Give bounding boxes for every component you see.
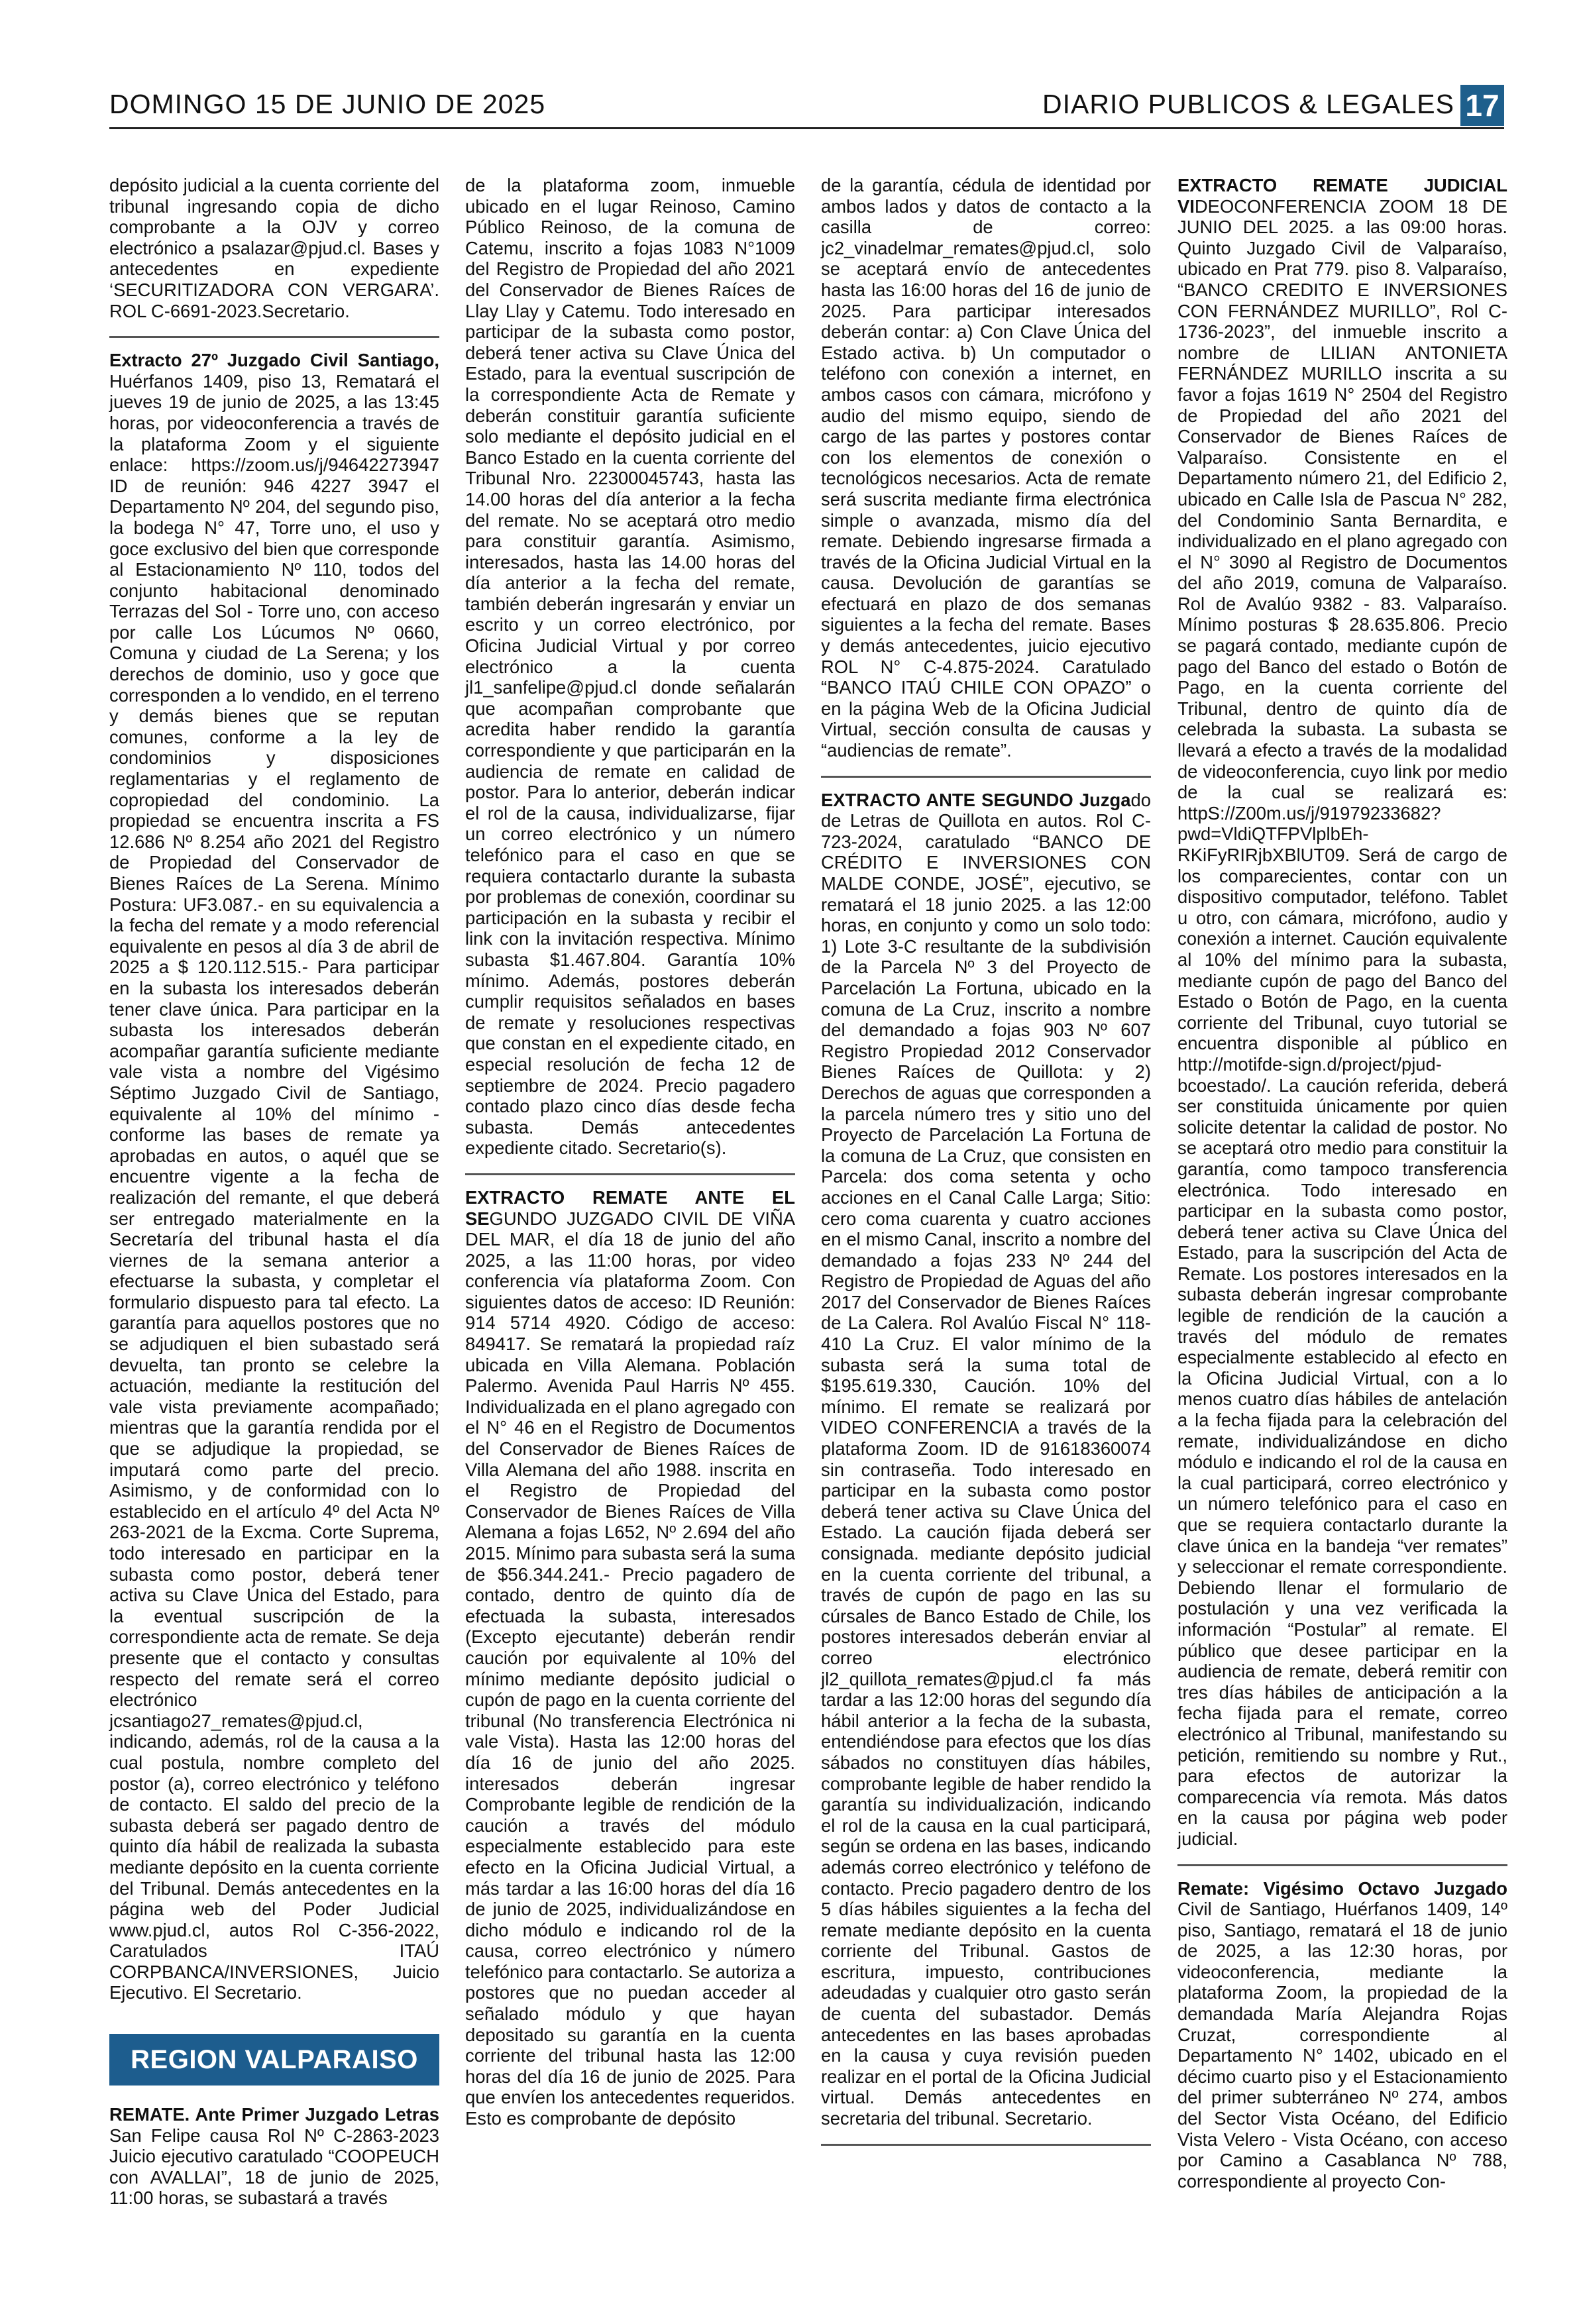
publication-name: DIARIO PUBLICOS & LEGALES (1042, 89, 1454, 119)
page-number: 17 (1460, 85, 1504, 126)
column-3 (821, 175, 1151, 2158)
page-header (109, 85, 1504, 131)
column-2 (465, 175, 795, 2129)
section-banner: REGION VALPARAISO (109, 2034, 439, 2086)
notice-separator (1177, 1864, 1507, 1866)
notice-paragraph (109, 175, 439, 321)
issue-date: DOMINGO 15 DE JUNIO DE 2025 (109, 89, 546, 119)
notice-separator (465, 1173, 795, 1175)
notice-title: Extracto 27º Juzgado Civil Santiago, (109, 350, 439, 371)
notice-paragraph (1177, 1878, 1507, 2192)
notice-body: DEOCONFERENCIA ZOOM 18 DE JUNIO DEL 2025. a las 09:00 horas. Quinto Juzgado Civil de Valparaíso, ubicado en Prat 779. piso 8. Valparaíso, “BANCO CREDITO E INVERSIONES CON FERNÁNDEZ MURILLO”, Rol C-1736-2023”, del inmueble inscrito a nombre de LILIAN ANTONIETA FERNÁNDEZ MURILLO inscrita a su favor a fojas 1619 N° 2504 del Registro de Propiedad del año 2021 del Conservador de Bienes Raíces de Valparaíso. Consistente en el Departamento número 21, del Edificio 2, ubicado en Calle Isla de Pascua N° 282, del Condominio Santa Bernardita, e individualizado en el plano agregado con el N° 3090 al Registro de Documentos del año 2019, comuna de Valparaíso. Rol de Avalúo 9382 - 83. Valparaíso. Mínimo posturas $ 28.635.806. Precio se pagará contado, mediante cupón de pago del Banco del estado o Botón de Pago, en la cuenta corriente del Tribunal, dentro de quinto día de celebrada la subasta. La subasta se llevará a efecto a través de la modalidad de videoconferencia, cuyo link por medio de la cual se realizará es: httpS://Z00m.us/j/91979233682?pwd=VldiQTFPVlplbEh-RKiFyRIRjbXBlUT09. Será de cargo de los comparecientes, contar con un dispositivo computador, teléfono. Tablet u otro, con cámara, micrófono, audio y conexión a internet. Caución equivalente al 10% del mínimo para la subasta, mediante cupón de pago del Banco del Estado o Botón de Pago, en la cuenta corriente del Tribunal, cuyo tutorial se encuentra disponible al público en http://motifde-sign.d/project/pjud-bcoestado/. La caución referida, deberá ser constituida únicamente por quien solicite detentar la calidad de postor. No se aceptará otro medio para constituir la garantía, como tampoco transferencia electrónica. Todo interesado en participar en la subasta como postor, deberá tener activa su Clave Única del Estado, para la suscripción del Acta de Remate. Los postores interesados en la subasta deberán ingresar comprobante legible de rendición de la caución a través del módulo de remates especialmente establecido al efecto en la Oficina Judicial Virtual, con a lo menos cuatro días hábiles de antelación a la fecha fijada para la celebración del remate, individualizándose en dicho módulo e indicando el rol de la causa en la cual participará, correo electrónico y un número telefónico para el caso en que se requiera contactarlo durante la clave única en la bandeja “ver remates” y seleccionar el remate correspondiente. Debiendo llenar el formulario de postulación y una vez verificada la información “Postular” al remate. El público que desee participar en la audiencia de remate, deberá remitir con tres días hábiles de anticipación a la fecha fijada para el remate, correo electrónico al Tribunal, manifestando su petición, remitiendo su nombre y Rut., para efectos de autorizar la comparecencia vía remota. Más datos en la causa por página web poder judicial. (1177, 195, 1507, 1849)
notice-body: Huérfanos 1409, piso 13, Rematará el jueves 19 de junio de 2025, a las 13:45 horas, por videoconferencia a través de la plataforma Zoom y el siguiente enlace: https://zoom.us/j/94642273947 ID de reunión: 946 4227 3947 el Departamento Nº 204, del segundo piso, la bodega N° 47, Torre uno, el uso y goce exclusivo del bien que corresponde al Estacionamiento Nº 110, todos del conjunto habitacional denominado Terrazas del Sol - Torre uno, con acceso por calle Los Lúcumos Nº 0660, Comuna y ciudad de La Serena; y los derechos de dominio, uso y goce que corresponden a lo vendido, en el terreno y demás bienes que se reputan comunes, conforme a la ley de condominios y disposiciones reglamentarias y el reglamento de copropiedad del condominio. La propiedad se encuentra inscrita a FS 12.686 Nº 8.254 año 2021 del Registro de Propiedad del Conservador de Bienes Raíces de La Serena. Mínimo Postura: UF3.087.- en su equivalencia a la fecha del remate y a modo referencial equivalente en pesos al día 3 de abril de 2025 a $ 120.112.515.- Para participar en la subasta los interesados deberán tener clave única. Para participar en la subasta los interesados deberán acompañar garantía suficiente mediante vale vista a nombre del Vigésimo Séptimo Juzgado Civil de Santiago, equivalente al 10% del mínimo -conforme las bases de remate ya aprobadas en autos, o aquél que se encuentre vigente a la fecha de realización del remante, el que deberá ser entregado materialmente en la Secretaría del tribunal hasta el día viernes de la semana anterior a efectuarse la subasta, y completar el formulario dispuesto para tal efecto. La garantía para aquellos postores que no se adjudiquen el bien subastado será devuelta, tan pronto se celebre la actuación, mediante la restitución del vale vista previamente acompañado; mientras que la garantía rendida por el que se adjudique la propiedad, se imputará como parte del precio. Asimismo, y de conformidad con lo establecido en el artículo 4º del Acta Nº 263-2021 de la Excma. Corte Suprema, todo interesado en participar en la subasta como postor, deberá tener activa su Clave Única del Estado, para la eventual suscripción de la correspondiente acta de remate. Se deja presente que el contacto y consultas respecto del remate será el correo electrónico jcsantiago27_remates@pjud.cl, indicando, además, rol de la causa a la cual postula, nombre completo del postor (a), correo electrónico y teléfono de contacto. El saldo del precio de la subasta deberá ser pagado dentro de quinto día hábil de realizada la subasta mediante depósito en la cuenta corriente del Tribunal. Demás antecedentes en la página web del Poder Judicial www.pjud.cl, autos Rol C-356-2022, Caratulados ITAÚ CORPBANCA/INVERSIONES, Juicio Ejecutivo. El Secretario. (109, 370, 439, 2003)
notice-title: EXTRACTO REMATE ANTE EL SE (465, 1187, 795, 1229)
notice-separator (821, 776, 1151, 778)
column-1 (109, 175, 439, 2209)
notice-title: EXTRACTO REMATE JUDICIAL VI (1177, 175, 1507, 217)
notice-body: San Felipe causa Rol Nº C-2863-2023 Juicio ejecutivo caratulado “COOPEUCH con AVALLAI”, 18 de junio de 2025, 11:00 horas, se subastará a través (109, 2125, 439, 2209)
notice-body: de la plataforma zoom, inmueble ubicado en el lugar Reinoso, Camino Público Reinoso, de la comuna de Catemu, inscrito a fojas 1083 N°1009 del Registro de Propiedad del año 2021 del Conservador de Bienes Raíces de Llay Llay y Catemu. Todo interesado en participar de la subasta como postor, deberá tener activa su Clave Única del Estado, para la eventual suscripción de la correspondiente Acta de Remate y deberán constituir garantía suficiente solo mediante el depósito judicial en el Banco Estado en la cuenta corriente del Tribunal Nro. 22300045743, hasta las 14.00 horas del día anterior a la fecha del remate. No se aceptará otro medio para constituir garantía. Asimismo, interesados, hasta las 14.00 horas del día anterior a la fecha del remate, también deberán ingresarán y enviar un escrito y un correo electrónico, por Oficina Judicial Virtual y por correo electrónico a la cuenta jl1_sanfelipe@pjud.cl donde señalarán que acompañan comprobante que acredita haber rendido la garantía correspondiente y que participarán en la audiencia de remate en calidad de postor. Para lo anterior, deberán indicar el rol de la causa, individualizarse, fijar un correo electrónico y un número telefónico para el caso en que se requiera contactarlo durante la subasta por problemas de conexión, coordinar su participación en la subasta y recibir el link con la invitación respectiva. Mínimo subasta $1.467.804. Garantía 10% mínimo. Además, postores deberán cumplir requisitos señalados en bases de remate y resoluciones respectivas que constan en el expediente citado, en especial resolución de fecha 12 de septiembre de 2024. Precio pagadero contado plazo cinco días desde fecha subasta. Demás antecedentes expediente citado. Secretario(s). (465, 175, 795, 1159)
header-rule (109, 127, 1504, 129)
notice-body: depósito judicial a la cuenta corriente del tribunal ingresando copia de dicho comprobante a la OJV y correo electrónico a psalazar@pjud.cl. Bases y antecedentes en expediente ‘SECURITIZADORA CON VERGARA’. ROL C-6691-2023.Secretario. (109, 175, 439, 321)
notice-separator (821, 2144, 1151, 2146)
notice-body: GUNDO JUZGADO CIVIL DE VIÑA DEL MAR, el día 18 de junio del año 2025, a las 11:00 horas, por video conferencia vía plataforma Zoom. Con siguientes datos de acceso: ID Reunión: 914 5714 4920. Código de acceso: 849417. Se rematará la propiedad raíz ubicada en Villa Alemana. Población Palermo. Avenida Paul Harris Nº 455. Individualizada en el plano agregado con el N° 46 en el Registro de Documentos del Conservador de Bienes Raíces de Villa Alemana del año 1988. inscrita en el Registro de Propiedad del Conservador de Bienes Raíces de Villa Alemana a fojas L652, Nº 2.694 del año 2015. Mínimo para subasta será la suma de $56.344.241.- Precio pagadero de contado, dentro de quinto día de efectuada la subasta, interesados (Excepto ejecutante) deberán rendir caución por equivalente al 10% del mínimo mediante depósito judicial o cupón de pago en la cuenta corriente del tribunal (No transferencia Electrónica ni vale Vista). Hasta las 12:00 horas del día 16 de junio del año 2025. interesados deberán ingresar Comprobante legible de rendición de la caución a través del módulo especialmente establecido para este efecto en la Oficina Judicial Virtual, a más tardar a las 16:00 horas del día 16 de junio de 2025, individualizándose en dicho módulo e indicando rol de la causa, correo electrónico y número telefónico para contactarlo. Se autoriza a postores que no puedan acceder al señalado módulo y que hayan depositado su garantía en la cuenta corriente del tribunal hasta las 12:00 horas del día 16 de junio de 2025. Para que envíen los antecedentes requeridos. Esto es comprobante de depósito (465, 1208, 795, 2129)
notice-paragraph (1177, 175, 1507, 1850)
notice-separator (109, 336, 439, 338)
notice-paragraph (821, 790, 1151, 2129)
notice-title: REMATE. Ante Primer Juzgado Letras (109, 2104, 439, 2125)
notice-paragraph (465, 175, 795, 1159)
notice-body: Civil de Santiago, Huérfanos 1409, 14º piso, Santiago, rematará el 18 de junio de 2025, a las 12:30 horas, por videoconferencia, mediante la plataforma Zoom, la propiedad de la demandada María Alejandra Rojas Cruzat, correspondiente al Departamento N° 1402, ubicado en el décimo cuarto piso y el Estacionamiento del primer subterráneo Nº 274, ambos del Sector Vista Océano, del Edificio Vista Velero - Vista Océano, con acceso por Camino a Casablanca Nº 788, correspondiente al proyecto Con- (1177, 1899, 1507, 2192)
notice-paragraph (109, 350, 439, 2003)
notice-paragraph (821, 175, 1151, 761)
notice-body: de la garantía, cédula de identidad por ambos lados y datos de contacto a la casilla de correo: jc2_vinadelmar_remates@pjud.cl, solo se aceptará envío de antecedentes hasta las 16:00 horas del 16 de junio de 2025. Para participar interesados deberán contar: a) Con Clave Única del Estado activa. b) Un computador o teléfono con conexión a internet, en ambos casos con cámara, micrófono y audio del mismo equipo, siendo de cargo de las partes y postores contar con los elementos de conexión o tecnológicos necesarios. Acta de remate será suscrita mediante firma electrónica simple o avanzada, mismo día del remate. Debiendo ingresarse firmada a través de la Oficina Judicial Virtual en la causa. Devolución de garantías se efectuará en plazo de dos semanas siguientes a la fecha del remate. Bases y demás antecedentes, juicio ejecutivo ROL N° C-4.875-2024. Caratulado “BANCO ITAÚ CHILE CON OPAZO” o en la página Web de la Oficina Judicial Virtual, sección consulta de causas y “audiencias de remate”. (821, 175, 1151, 761)
column-4 (1177, 175, 1507, 2192)
notice-paragraph (465, 1187, 795, 2129)
notice-title: EXTRACTO ANTE SEGUNDO Juzga (821, 789, 1131, 810)
notice-title: Remate: Vigésimo Octavo Juzgado (1177, 1877, 1507, 1899)
notice-body: do de Letras de Quillota en autos. Rol C-723-2024, caratulado “BANCO DE CRÉDITO E INVERSIONES CON MALDE CONDE, JOSÉ”, ejecutivo, se rematará el 18 junio 2025. a las 12:00 horas, en conjunto y como un solo todo: 1) Lote 3-C resultante de la subdivisión de la Parcela Nº 3 del Proyecto de Parcelación La Fortuna, ubicado en la comuna de La Cruz, inscrito a nombre del demandado a fojas 903 Nº 607 Registro Propiedad 2012 Conservador Bienes Raíces de Quillota: y 2) Derechos de aguas que corresponden a la parcela número tres y sitio uno del Proyecto de Parcelación La Fortuna de la comuna de La Cruz, que consisten en Parcela: dos coma setenta y ocho acciones en el Canal Calle Larga; Sitio: cero coma cuarenta y cuatro acciones en el mismo Canal, inscrito a nombre del demandado a fojas 233 Nº 244 del Registro de Propiedad de Aguas del año 2017 del Conservador de Bienes Raíces de La Calera. Rol Avalúo Fiscal N° 118-410 La Cruz. El valor mínimo de la subasta será la suma total de $195.619.330, Caución. 10% del mínimo. El remate se realizará por VIDEO CONFERENCIA a través de la plataforma Zoom. ID de 91618360074 sin contraseña. Todo interesado en participar en la subasta como postor deberá tener activa su Clave Única del Estado. La caución fijada deberá ser consignada. mediante depósito judicial en la cuenta corriente del tribunal, a través de cupón de pago en las su cúrsales de Banco Estado de Chile, los postores interesados deberán enviar al correo electrónico jl2_quillota_remates@pjud.cl fa más tardar a las 12:00 horas del segundo día hábil anterior a la fecha de la subasta, entendiéndose para efectos que los días sábados no constituyen días hábiles, comprobante legible de haber rendido la garantía su individualización, indicando el rol de la causa en la cual participará, según se ordena en las bases, indicando además correo electrónico y teléfono de contacto. Precio pagadero dentro de los 5 días hábiles siguientes a la fecha del remate mediante depósito en la cuenta corriente del Tribunal. Gastos de escritura, impuesto, contribuciones adeudadas y cualquier otro gasto serán de cuenta del subastador. Demás antecedentes en las bases aprobadas en la causa y cuya revisión pueden realizar en el portal de la Oficina Judicial virtual. Demás antecedentes en secretaria del tribunal. Secretario. (821, 789, 1151, 2129)
notice-paragraph (109, 2104, 439, 2209)
